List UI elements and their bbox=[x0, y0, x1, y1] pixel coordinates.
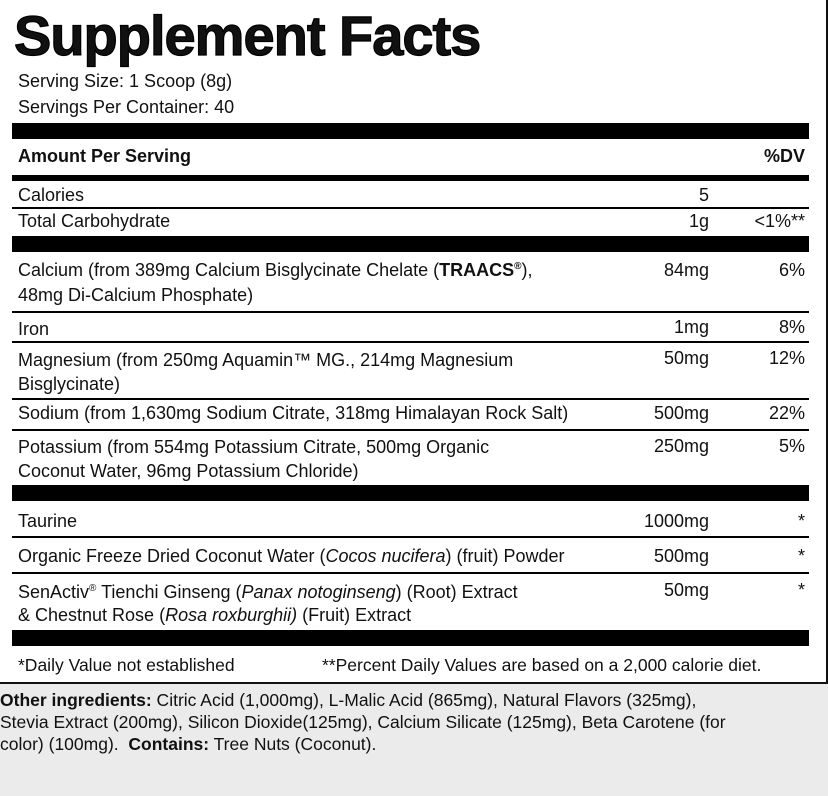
row-divider bbox=[12, 429, 809, 431]
divider-thick bbox=[12, 630, 809, 646]
divider-thick bbox=[12, 236, 809, 252]
divider-medium bbox=[12, 175, 809, 181]
row-divider bbox=[12, 341, 809, 343]
contains-label: Contains: bbox=[128, 734, 210, 754]
other-ingredients: Other ingredients: Citric Acid (1,000mg), L-Malic Acid (865mg), Natural Flavors (325mg), Stevia Extract (200mg), Silicon Dioxide(125mg), Calcium Silicate (125mg), Beta Carotene (for color) (100mg). Contains: Tree Nuts (Coconut). bbox=[0, 690, 726, 754]
panel-title: Supplement Facts bbox=[14, 4, 481, 67]
row-divider bbox=[12, 207, 809, 209]
footnote-dv-not-established: *Daily Value not established bbox=[18, 655, 235, 675]
dv-header-label: %DV bbox=[763, 146, 805, 166]
row-divider bbox=[12, 536, 809, 538]
divider-thick bbox=[12, 485, 809, 501]
row-divider bbox=[12, 572, 809, 574]
row-divider bbox=[12, 311, 809, 313]
footnote-percent-basis: **Percent Daily Values are based on a 2,000 calorie diet. bbox=[322, 655, 762, 675]
amount-per-serving-label: Amount Per Serving bbox=[18, 146, 192, 166]
other-ingredients-label: Other ingredients: bbox=[0, 690, 152, 710]
divider-thick bbox=[12, 123, 809, 139]
row-divider bbox=[12, 398, 809, 400]
traacs-brand: TRAACS bbox=[439, 260, 515, 280]
supplement-facts-panel: Supplement Facts Serving Size: 1 Scoop (8g) Servings Per Container: 40 Amount Per Serving %DV Calories 5 Total Carbohydrate 1g <1%** Calcium (from 389mg Calcium Bisglycinate Chelate (TRAACS®), 84mg 6% 48mg Di-Calcium Phosphate) Iron 1mg 8% Magnesium (from 250mg Aquamin™ MG., 214mg Magnesium 50mg 12% Bisglycinate) Sodium (from 1,630mg Sodium Citrate, 318mg Himalayan Rock Salt) 500mg 22% Potassium (from 554mg Potassium Citrate, 500mg Organic 250mg 5% Coconut Water, 96mg Potassium Chloride) Taurine 1000mg * Organic Freeze Dried Coconut Water (Cocos nucifera) (fruit) Powder 500mg * SenActiv® Tienchi Ginseng (Panax notoginseng) (Root) Extract 50mg * & Chestnut Rose (Rosa roxburghii) (Fruit) Extract *Daily Value not established **Percent Daily Values are based on a 2,000 calorie diet. bbox=[0, 0, 828, 684]
